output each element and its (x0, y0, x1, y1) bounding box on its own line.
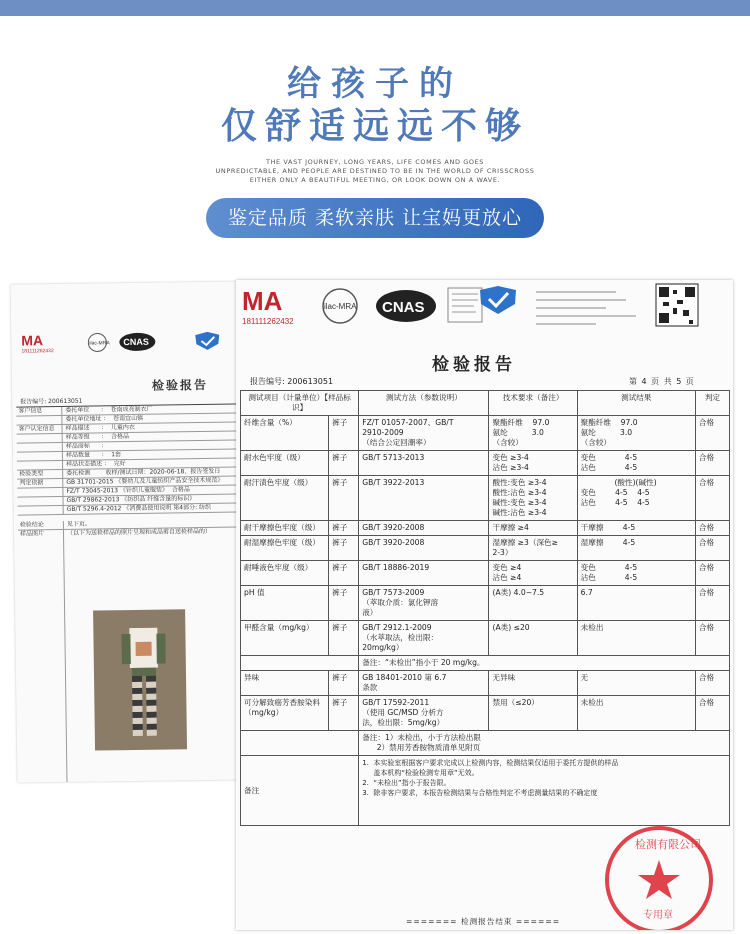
row-key: 样品图片 (18, 530, 69, 783)
cell-result: 无 (577, 671, 695, 696)
cell-footer-label: 备注 (241, 756, 359, 826)
table-row (241, 586, 730, 621)
row-key (17, 452, 63, 461)
cell-requirement: 聚酯纤维 97.0 氨纶 3.0 （含较） (489, 416, 577, 451)
cell-item: pH 值 (241, 586, 329, 621)
cell-verdict: 合格 (695, 476, 729, 521)
cell-note: 备注：1）未检出，小于方法检出限 2）禁用芳香胺物质清单见附页 (359, 731, 730, 756)
cell-item: 耐水色牢度（级） (241, 451, 329, 476)
cell-method: GB/T 17592-2011 （使用 GC/MSD 分析方 法，检出限：5mg/kg） (359, 696, 489, 731)
svg-text:ilac-MRA: ilac-MRA (324, 302, 357, 311)
cell-method: GB/T 3920-2008 (359, 536, 489, 561)
english-line: UNPREDICTABLE, AND PEOPLE ARE DESTINED TO BE IN THE WORLD OF CRISSCROSS (215, 167, 535, 175)
col-header-method: 测试方法（参数说明） (359, 391, 489, 416)
cell-requirement: (A类) ≤20 (489, 621, 577, 656)
report-title: 检验报告 (151, 377, 209, 393)
cell-result: 6.7 (577, 586, 695, 621)
svg-text:检测有限公司: 检测有限公司 (635, 838, 701, 851)
row-value: GB/T 29862-2013 《纺织品 纤维含量的标识》 (66, 495, 196, 504)
qr-code-icon (656, 284, 698, 326)
row-value: 样品商标 ： (65, 442, 108, 450)
cell-verdict: 合格 (695, 536, 729, 561)
row-value: 委托单位地址 ： 苍南宜山镇 (65, 414, 144, 423)
cell-part: 裤子 (329, 696, 359, 731)
svg-text:MA: MA (242, 286, 283, 316)
row-value: 样品数量 ： 1套 (65, 451, 122, 459)
report-title: 检验报告 (432, 355, 516, 375)
row-value: GB/T 5296.4-2012 《消费品使用说明 第4部分: 纺织 (66, 503, 212, 513)
col-header-result: 测试结果 (577, 391, 695, 416)
banner-title-line2: 仅舒适远远不够 (220, 106, 529, 147)
cell-result: 聚酯纤维 97.0 氨纶 3.0 （含较） (577, 416, 695, 451)
table-note-row (241, 656, 730, 671)
col-header-requirement: 技术要求（备注） (489, 391, 577, 416)
cnas-logo (376, 290, 436, 322)
svg-text:181111262432: 181111262432 (242, 317, 294, 326)
cell-verdict: 合格 (695, 451, 729, 476)
cell-requirement: 无异味 (489, 671, 577, 696)
cell-verdict: 合格 (695, 521, 729, 536)
cell-method: GB/T 7573-2009 （萃取介质：氯化钾溶 液） (359, 586, 489, 621)
cell-item: 耐湿摩擦色牢度（级） (241, 536, 329, 561)
svg-text:181111262432: 181111262432 (21, 348, 54, 355)
contact-info-lines (536, 292, 636, 324)
certificate-stamp-icon (448, 288, 482, 322)
cell-verdict: 合格 (695, 621, 729, 656)
cell-result: 变色 4-5 沾色 4-5 (577, 561, 695, 586)
cell-part: 裤子 (329, 521, 359, 536)
cell-empty (241, 731, 359, 756)
row-key: 检验结论 (18, 521, 64, 530)
cell-result: (酸性)(碱性) 变色 4-5 4-5 沾色 4-5 4-5 (577, 476, 695, 521)
cell-method: GB 18401-2010 第 6.7 条款 (359, 671, 489, 696)
row-value: 样品状态描述 ： 完好 (66, 460, 126, 468)
shield-icon (480, 286, 516, 314)
row-value: 样品等级 ： 合格品 (65, 433, 129, 441)
cell-method: GB/T 18886-2019 (359, 561, 489, 586)
row-key (17, 461, 63, 470)
svg-text:MA: MA (21, 332, 44, 349)
ilac-logo (323, 289, 357, 323)
row-value: FZ/T 73045-2013 《针织儿童服装》 合格品 (66, 486, 190, 495)
ilac-logo (88, 333, 110, 351)
cell-requirement: 变色 ≥4 沾色 ≥4 (489, 561, 577, 586)
cell-result: 干摩擦 4-5 (577, 521, 695, 536)
cell-footer-text: 1. 本实验室根据客户要求完成以上检测内容，检测结果仅适用于委托方提供的样品 盖本机构“检验检测专用章”无效。 2. “未检出”指小于报告限。 3. 除非客户要求，本报告检测结果与合格性判定不考虑测量结果的不确定度 (359, 756, 730, 826)
cell-part: 裤子 (329, 451, 359, 476)
cell-method: GB/T 3922-2013 (359, 476, 489, 521)
cell-result: 未检出 (577, 621, 695, 656)
cell-part: 裤子 (329, 621, 359, 656)
table-note-row (241, 731, 730, 756)
report-number: 报告编号: 200613051 (250, 377, 334, 386)
test-results-table (240, 390, 730, 826)
cell-result: 变色 4-5 沾色 4-5 (577, 451, 695, 476)
cell-item: 耐干摩擦色牢度（级） (241, 521, 329, 536)
row-key: 客户认定信息 (17, 425, 63, 434)
svg-text:CNAS: CNAS (382, 299, 425, 316)
cell-method: GB/T 3920-2008 (359, 521, 489, 536)
ma-logo (242, 286, 294, 326)
table-row (241, 416, 730, 451)
table-row (241, 536, 730, 561)
banner-title-line1: 给孩子的 (287, 64, 463, 104)
row-key (16, 416, 62, 425)
row-value: 样品描述 ： 儿童内衣 (65, 423, 135, 432)
cnas-logo (119, 333, 155, 352)
table-row (241, 696, 730, 731)
col-header-verdict: 判定 (695, 391, 729, 416)
row-value: 委托检测 收样/测试日期：2020-06-18、报告签发日 (66, 467, 221, 477)
cell-part: 裤子 (329, 671, 359, 696)
english-line: EITHER ONLY A BEAUTIFUL MEETING, OR LOOK DOWN ON A WAVE. (249, 176, 501, 184)
report-header-logos (236, 280, 733, 346)
cell-part: 裤子 (329, 536, 359, 561)
row-key: 判定依据 (17, 479, 63, 488)
page-indicator: 第 4 页 共 5 页 (629, 377, 695, 386)
table-row (241, 451, 730, 476)
table-row (18, 503, 246, 515)
shield-icon (195, 332, 219, 350)
top-accent-bar (0, 0, 750, 16)
cell-verdict: 合格 (695, 416, 729, 451)
row-key (17, 443, 63, 452)
col-header-item: 测试项目（计量单位）【样品标识】 (241, 391, 359, 416)
cell-result: 湿摩擦 4-5 (577, 536, 695, 561)
cell-part: 裤子 (329, 416, 359, 451)
cell-item: 异味 (241, 671, 329, 696)
english-line: THE VAST JOURNEY, LONG YEARS, LIFE COMES AND GOES (266, 158, 484, 166)
row-key (18, 506, 64, 515)
cell-method: GB/T 5713-2013 (359, 451, 489, 476)
cell-item: 耐汗渍色牢度（级） (241, 476, 329, 521)
cell-result: 未检出 (577, 696, 695, 731)
cell-part: 裤子 (329, 586, 359, 621)
table-row (241, 476, 730, 521)
svg-text:ilac-MRA: ilac-MRA (89, 340, 110, 347)
row-key (17, 434, 63, 443)
cell-verdict: 合格 (695, 671, 729, 696)
row-key (17, 488, 63, 497)
cell-item: 耐唾液色牢度（级） (241, 561, 329, 586)
report-end-line: ======= 检测报告结束 ====== (406, 917, 561, 926)
table-header-row (241, 391, 730, 416)
cell-part: 裤子 (329, 476, 359, 521)
row-key: 检验类型 (17, 470, 63, 479)
row-value: （以下为送检样品的照片呈现和成品剪自送检样品的） (66, 527, 212, 537)
cell-requirement: 干摩擦 ≥4 (489, 521, 577, 536)
quality-slogan-pill: 鉴定品质 柔软亲肤 让宝妈更放心 (206, 198, 544, 238)
right-report-sheet (236, 280, 733, 930)
cell-requirement: 变色 ≥3-4 沾色 ≥3-4 (489, 451, 577, 476)
table-row (241, 671, 730, 696)
report-number: 报告编号: 200613051 (20, 397, 83, 406)
cell-method: FZ/T 01057-2007、GB/T 2910-2009 （结合公定回潮率） (359, 416, 489, 451)
cell-method: GB/T 2912.1-2009 （水萃取法，检出限： 20mg/kg） (359, 621, 489, 656)
table-row (241, 621, 730, 656)
cell-empty (241, 656, 359, 671)
cell-item: 甲醛含量（mg/kg） (241, 621, 329, 656)
certification-logos (19, 329, 239, 354)
cell-item: 可分解致癌芳香胺染料（mg/kg） (241, 696, 329, 731)
svg-text:CNAS: CNAS (123, 336, 149, 348)
svg-text:专用章: 专用章 (643, 910, 673, 921)
cell-requirement: 酸性:变色 ≥3-4 酸性:沾色 ≥3-4 碱性:变色 ≥3-4 碱性:沾色 ≥3-4 (489, 476, 577, 521)
left-report-sheet (11, 281, 254, 782)
cell-verdict: 合格 (695, 561, 729, 586)
cell-part: 裤子 (329, 561, 359, 586)
table-row (241, 521, 730, 536)
cell-requirement: (A类) 4.0~7.5 (489, 586, 577, 621)
cell-item: 纤维含量（%） (241, 416, 329, 451)
cell-note: 备注：“未检出”指小于 20 mg/kg。 (359, 656, 730, 671)
row-value: GB 31701-2015 《婴幼儿及儿童纺织产品安全技术规范》 (66, 476, 224, 486)
row-value: 见下页。 (66, 520, 91, 528)
row-key: 客户信息 (16, 407, 62, 416)
cell-verdict: 合格 (695, 586, 729, 621)
table-row (241, 561, 730, 586)
sample-photo (93, 609, 187, 750)
banner-english-text (0, 158, 750, 185)
row-key (18, 497, 64, 506)
cell-verdict: 合格 (695, 696, 729, 731)
pajama-sample-image (121, 628, 167, 745)
official-seal-stamp (599, 820, 719, 930)
row-value: 委托单位 ： 苍南成亮制衣厂 (65, 405, 153, 414)
cell-requirement: 禁用（≤20） (489, 696, 577, 731)
ma-logo (21, 332, 54, 354)
table-footer-row (241, 756, 730, 826)
cell-requirement: 湿摩擦 ≥3（深色≥ 2-3） (489, 536, 577, 561)
